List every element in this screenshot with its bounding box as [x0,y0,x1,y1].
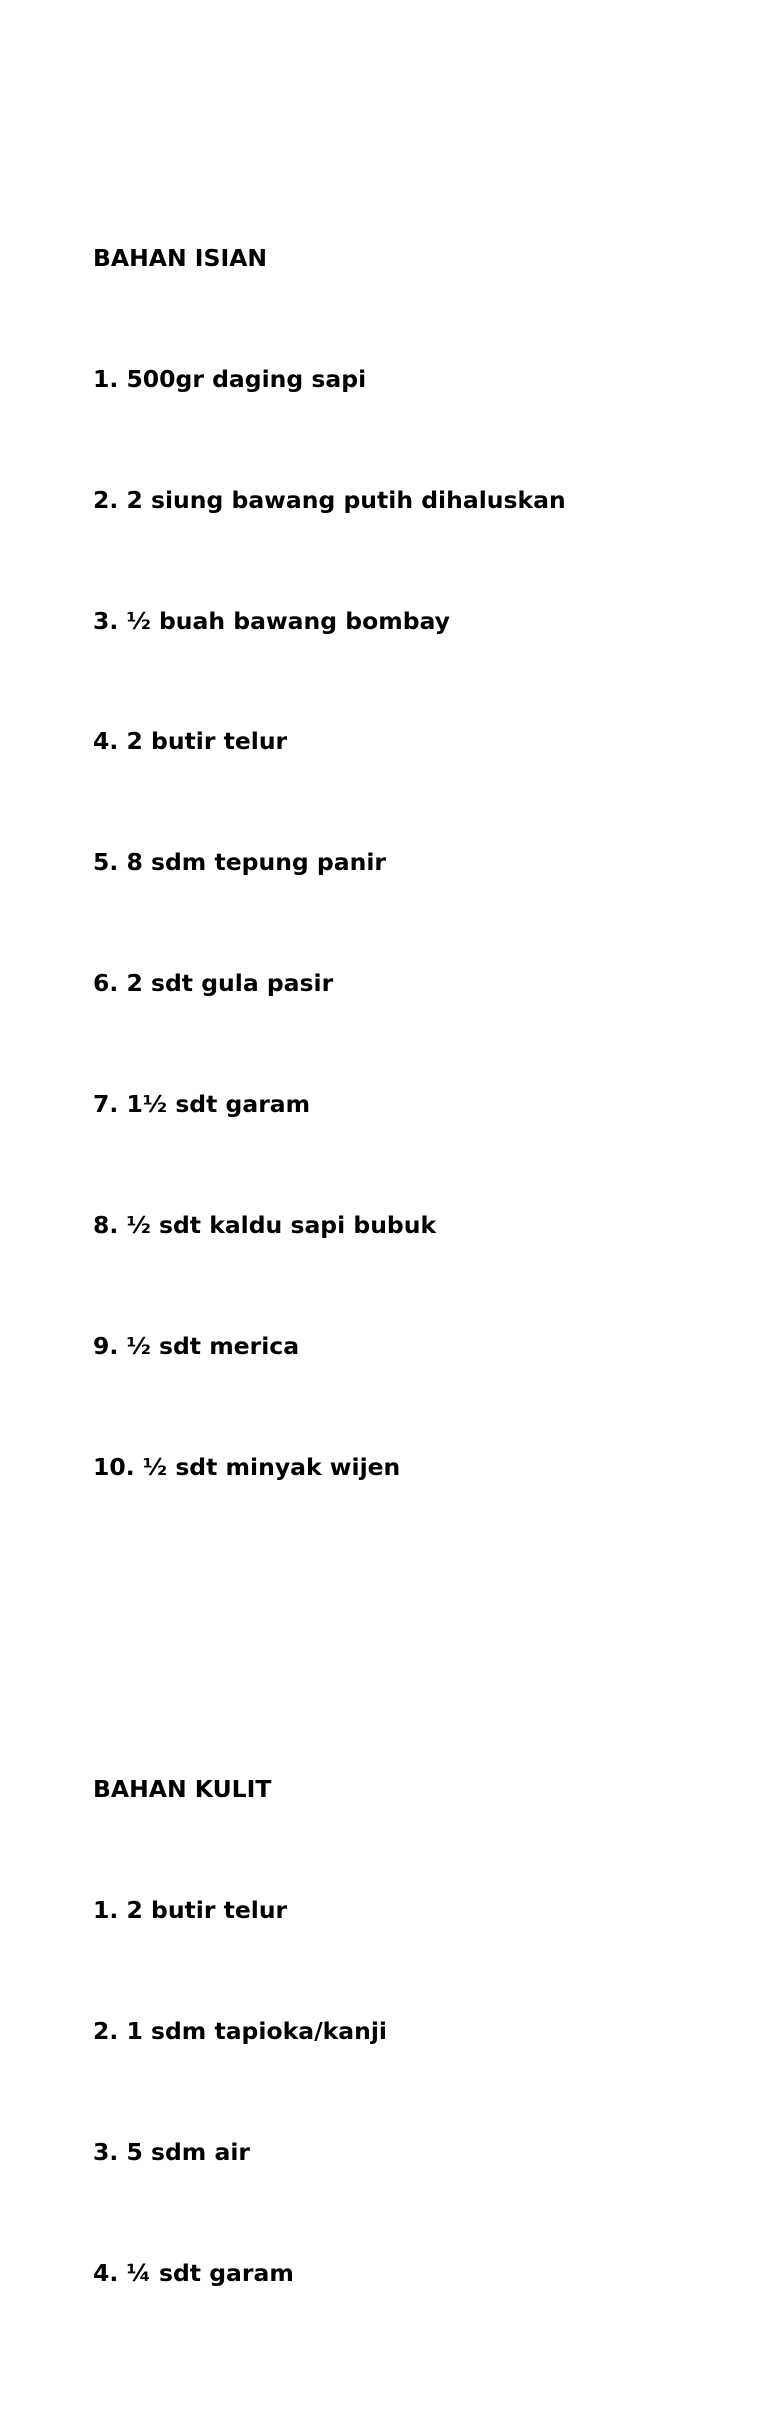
wrapper-item: 3. 5 sdm air [93,2137,250,2166]
section-spacer [93,1608,566,1648]
filling-item: 7. 1½ sdt garam [93,1090,311,1119]
wrapper-item: 4. ¼ sdt garam [93,2258,294,2287]
filling-item: 9. ½ sdt merica [93,1331,300,1360]
filling-item: 6. 2 sdt gula pasir [93,969,334,998]
recipe-ingredients [93,117,566,2414]
filling-item: 5. 8 sdm tepung panir [93,848,386,877]
wrapper-heading: BAHAN KULIT [93,1775,272,1804]
filling-item: 4. 2 butir telur [93,727,288,756]
filling-item: 10. ½ sdt minyak wijen [93,1452,401,1481]
filling-item: 1. 500gr daging sapi [93,364,367,393]
wrapper-item: 2. 1 sdm tapioka/kanji [93,2016,387,2045]
filling-heading: BAHAN ISIAN [93,243,268,272]
wrapper-item: 1. 2 butir telur [93,1896,288,1925]
filling-item: 3. ½ buah bawang bombay [93,606,450,635]
filling-item: 2. 2 siung bawang putih dihaluskan [93,485,566,514]
filling-item: 8. ½ sdt kaldu sapi bubuk [93,1211,437,1240]
